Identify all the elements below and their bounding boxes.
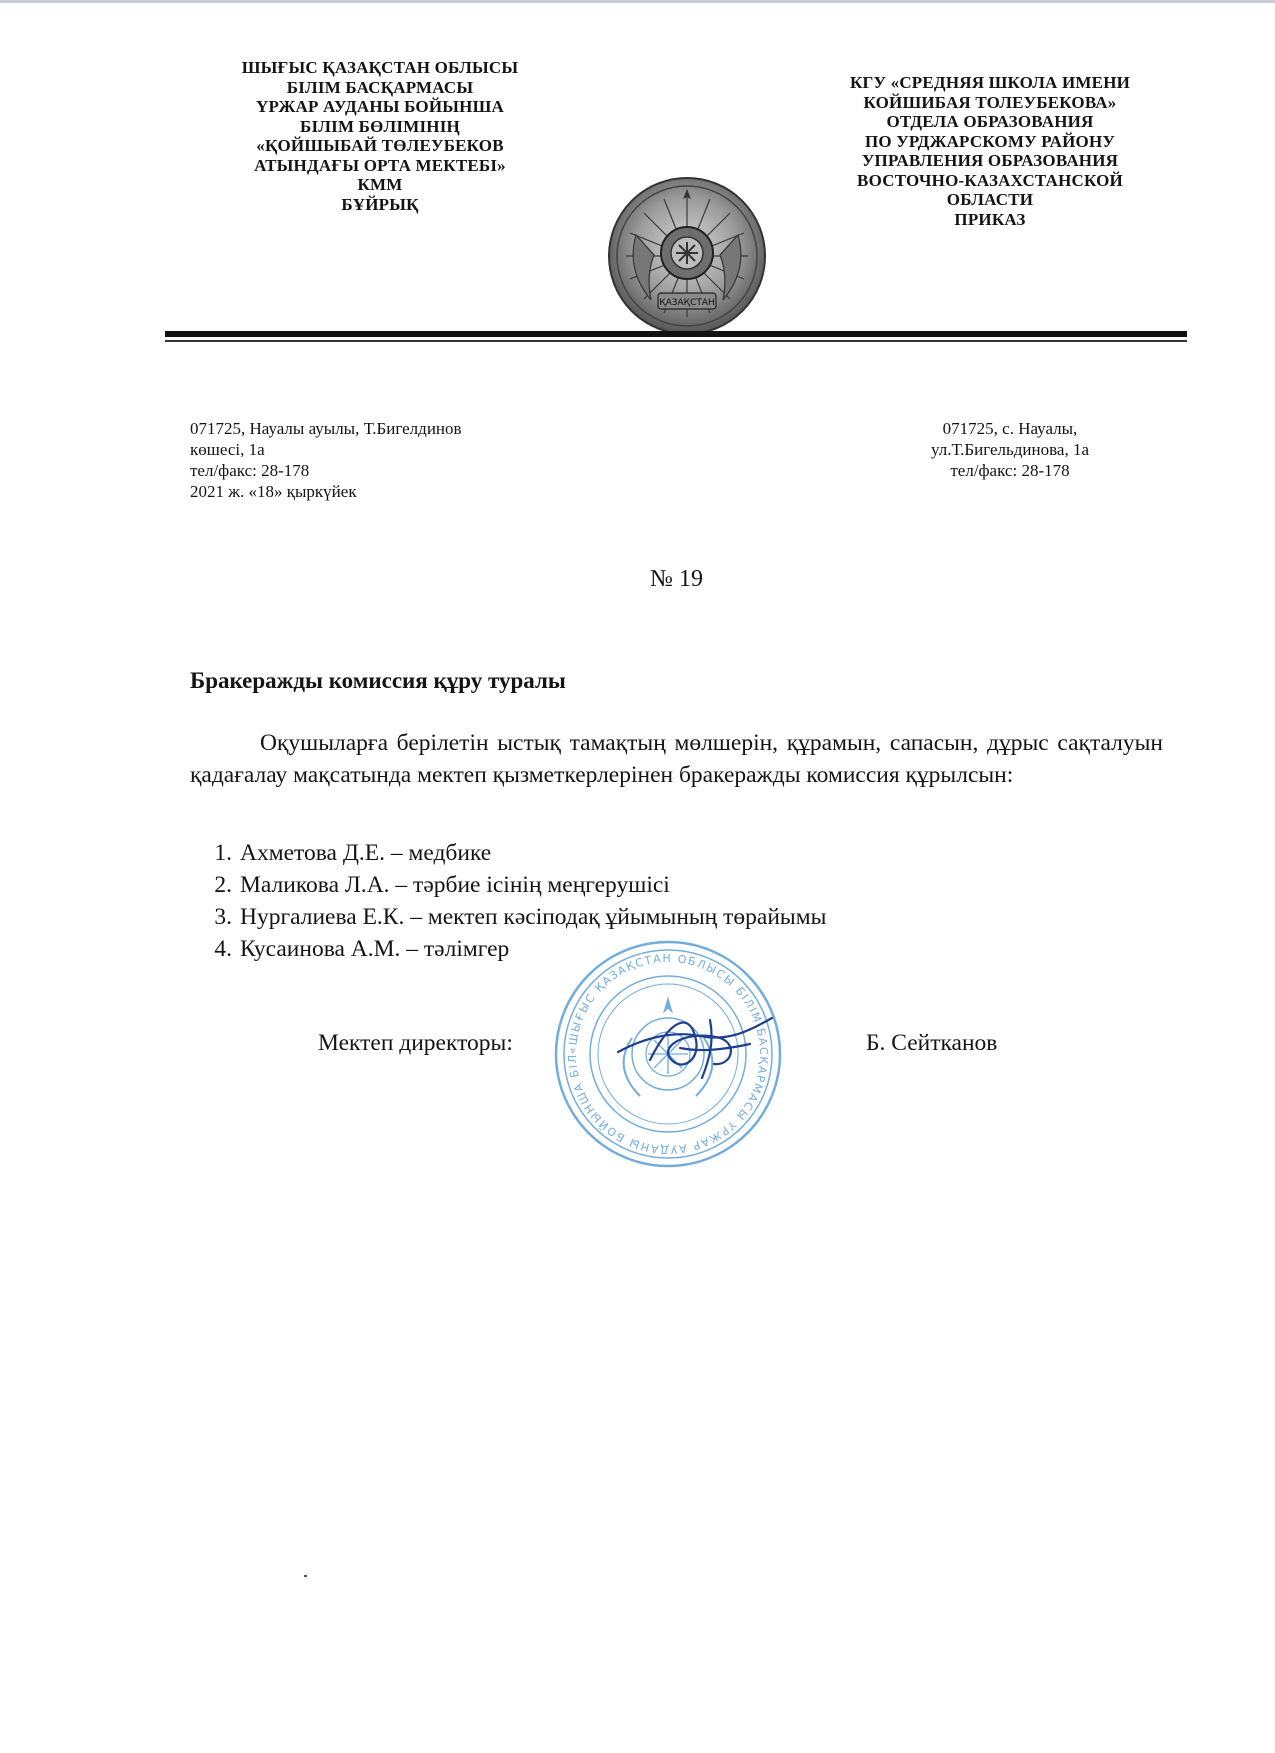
list-item — [190, 837, 1150, 869]
document-type-kazakh: БҰЙРЫҚ — [341, 194, 419, 214]
address-line: ул.Т.Бигельдинова, 1а — [930, 440, 1090, 459]
header-left-line: КММ — [357, 175, 403, 194]
header-left-line: БІЛІМ БӨЛІМІНІҢ — [300, 116, 460, 136]
header-left-line: БІЛІМ БАСҚАРМАСЫ — [286, 77, 474, 97]
list-item-number: 2. — [214, 872, 232, 898]
header-divider — [165, 331, 1187, 337]
header-left-kazakh — [200, 58, 560, 214]
scan-speck — [304, 1575, 307, 1577]
list-item-text: Нургалиева Е.К. – мектеп кәсіподақ ұйымының төрайымы — [240, 904, 827, 930]
stamp-outer-text: «ШЫҒЫС ҚАЗАҚСТАН ОБЛЫСЫ БІЛІМ БАСҚАРМАСЫ ҮРЖАР АУДАНЫ БОЙЫНША БІЛ — [565, 951, 771, 1157]
address-line: 071725, Науалы ауылы, Т.Бигелдинов — [190, 419, 462, 438]
header-right-russian — [800, 73, 1180, 229]
header-right-line: ПО УРДЖАРСКОМУ РАЙОНУ — [864, 131, 1116, 151]
address-block-kazakh — [190, 418, 462, 502]
document-type-russian: ПРИКАЗ — [954, 209, 1026, 229]
list-item-text: Маликова Л.А. – тәрбие ісінің меңгерушісі — [240, 872, 670, 898]
header-right-line: КОЙШИБАЯ ТОЛЕУБЕКОВА» — [863, 92, 1117, 112]
list-item-text: Кусаинова А.М. – тәлімгер — [240, 936, 510, 962]
director-label: Мектеп директоры: — [318, 1030, 513, 1056]
order-number: № 19 — [650, 566, 703, 592]
header-left-line: ҮРЖАР АУДАНЫ БОЙЫНША — [256, 97, 504, 116]
header-left-line: АТЫНДАҒЫ ОРТА МЕКТЕБІ» — [254, 155, 506, 175]
emblem-label: ҚАЗАҚСТАН — [659, 298, 715, 308]
header-right-line: ВОСТОЧНО-КАЗАХСТАНСКОЙ — [857, 170, 1123, 190]
handwritten-signature-icon — [610, 1000, 780, 1090]
list-item — [190, 869, 1150, 901]
list-item-text: Ахметова Д.Е. – медбике — [240, 840, 492, 866]
list-item-number: 1. — [214, 840, 232, 866]
header-divider-thin — [165, 340, 1187, 342]
list-item-number: 4. — [214, 936, 232, 962]
address-line: көшесі, 1а — [190, 440, 265, 459]
address-block-russian — [880, 418, 1140, 481]
header-right-line: КГУ «СРЕДНЯЯ ШКОЛА ИМЕНИ — [849, 73, 1131, 92]
list-item-number: 3. — [214, 904, 232, 930]
header-left-line: «ҚОЙШЫБАЙ ТӨЛЕУБЕКОВ — [256, 136, 504, 155]
document-date: 2021 ж. «18» қыркүйек — [190, 482, 357, 501]
state-emblem-icon — [606, 175, 768, 337]
director-name: Б. Сейтканов — [866, 1030, 998, 1056]
header-right-line: ОБЛАСТИ — [946, 190, 1034, 209]
phone-fax: тел/факс: 28-178 — [190, 461, 310, 480]
scan-edge — [0, 0, 1275, 3]
address-line: 071725, с. Науалы, — [942, 419, 1078, 438]
order-body: Оқушыларға берілетін ыстық тамақтың мөлшерін, құрамын, сапасын, дұрыс сақталуын қадағалау мақсатында мектеп қызметкерлерінен бракеражды комиссия құрылсын: — [190, 730, 1163, 788]
header-left-line: ШЫҒЫС ҚАЗАҚСТАН ОБЛЫСЫ — [241, 58, 519, 77]
order-title: Бракеражды комиссия құру туралы — [190, 668, 566, 693]
header-right-line: УПРАВЛЕНИЯ ОБРАЗОВАНИЯ — [861, 151, 1119, 170]
phone-fax: тел/факс: 28-178 — [950, 461, 1070, 480]
list-item — [190, 901, 1150, 933]
header-right-line: ОТДЕЛА ОБРАЗОВАНИЯ — [886, 112, 1094, 131]
